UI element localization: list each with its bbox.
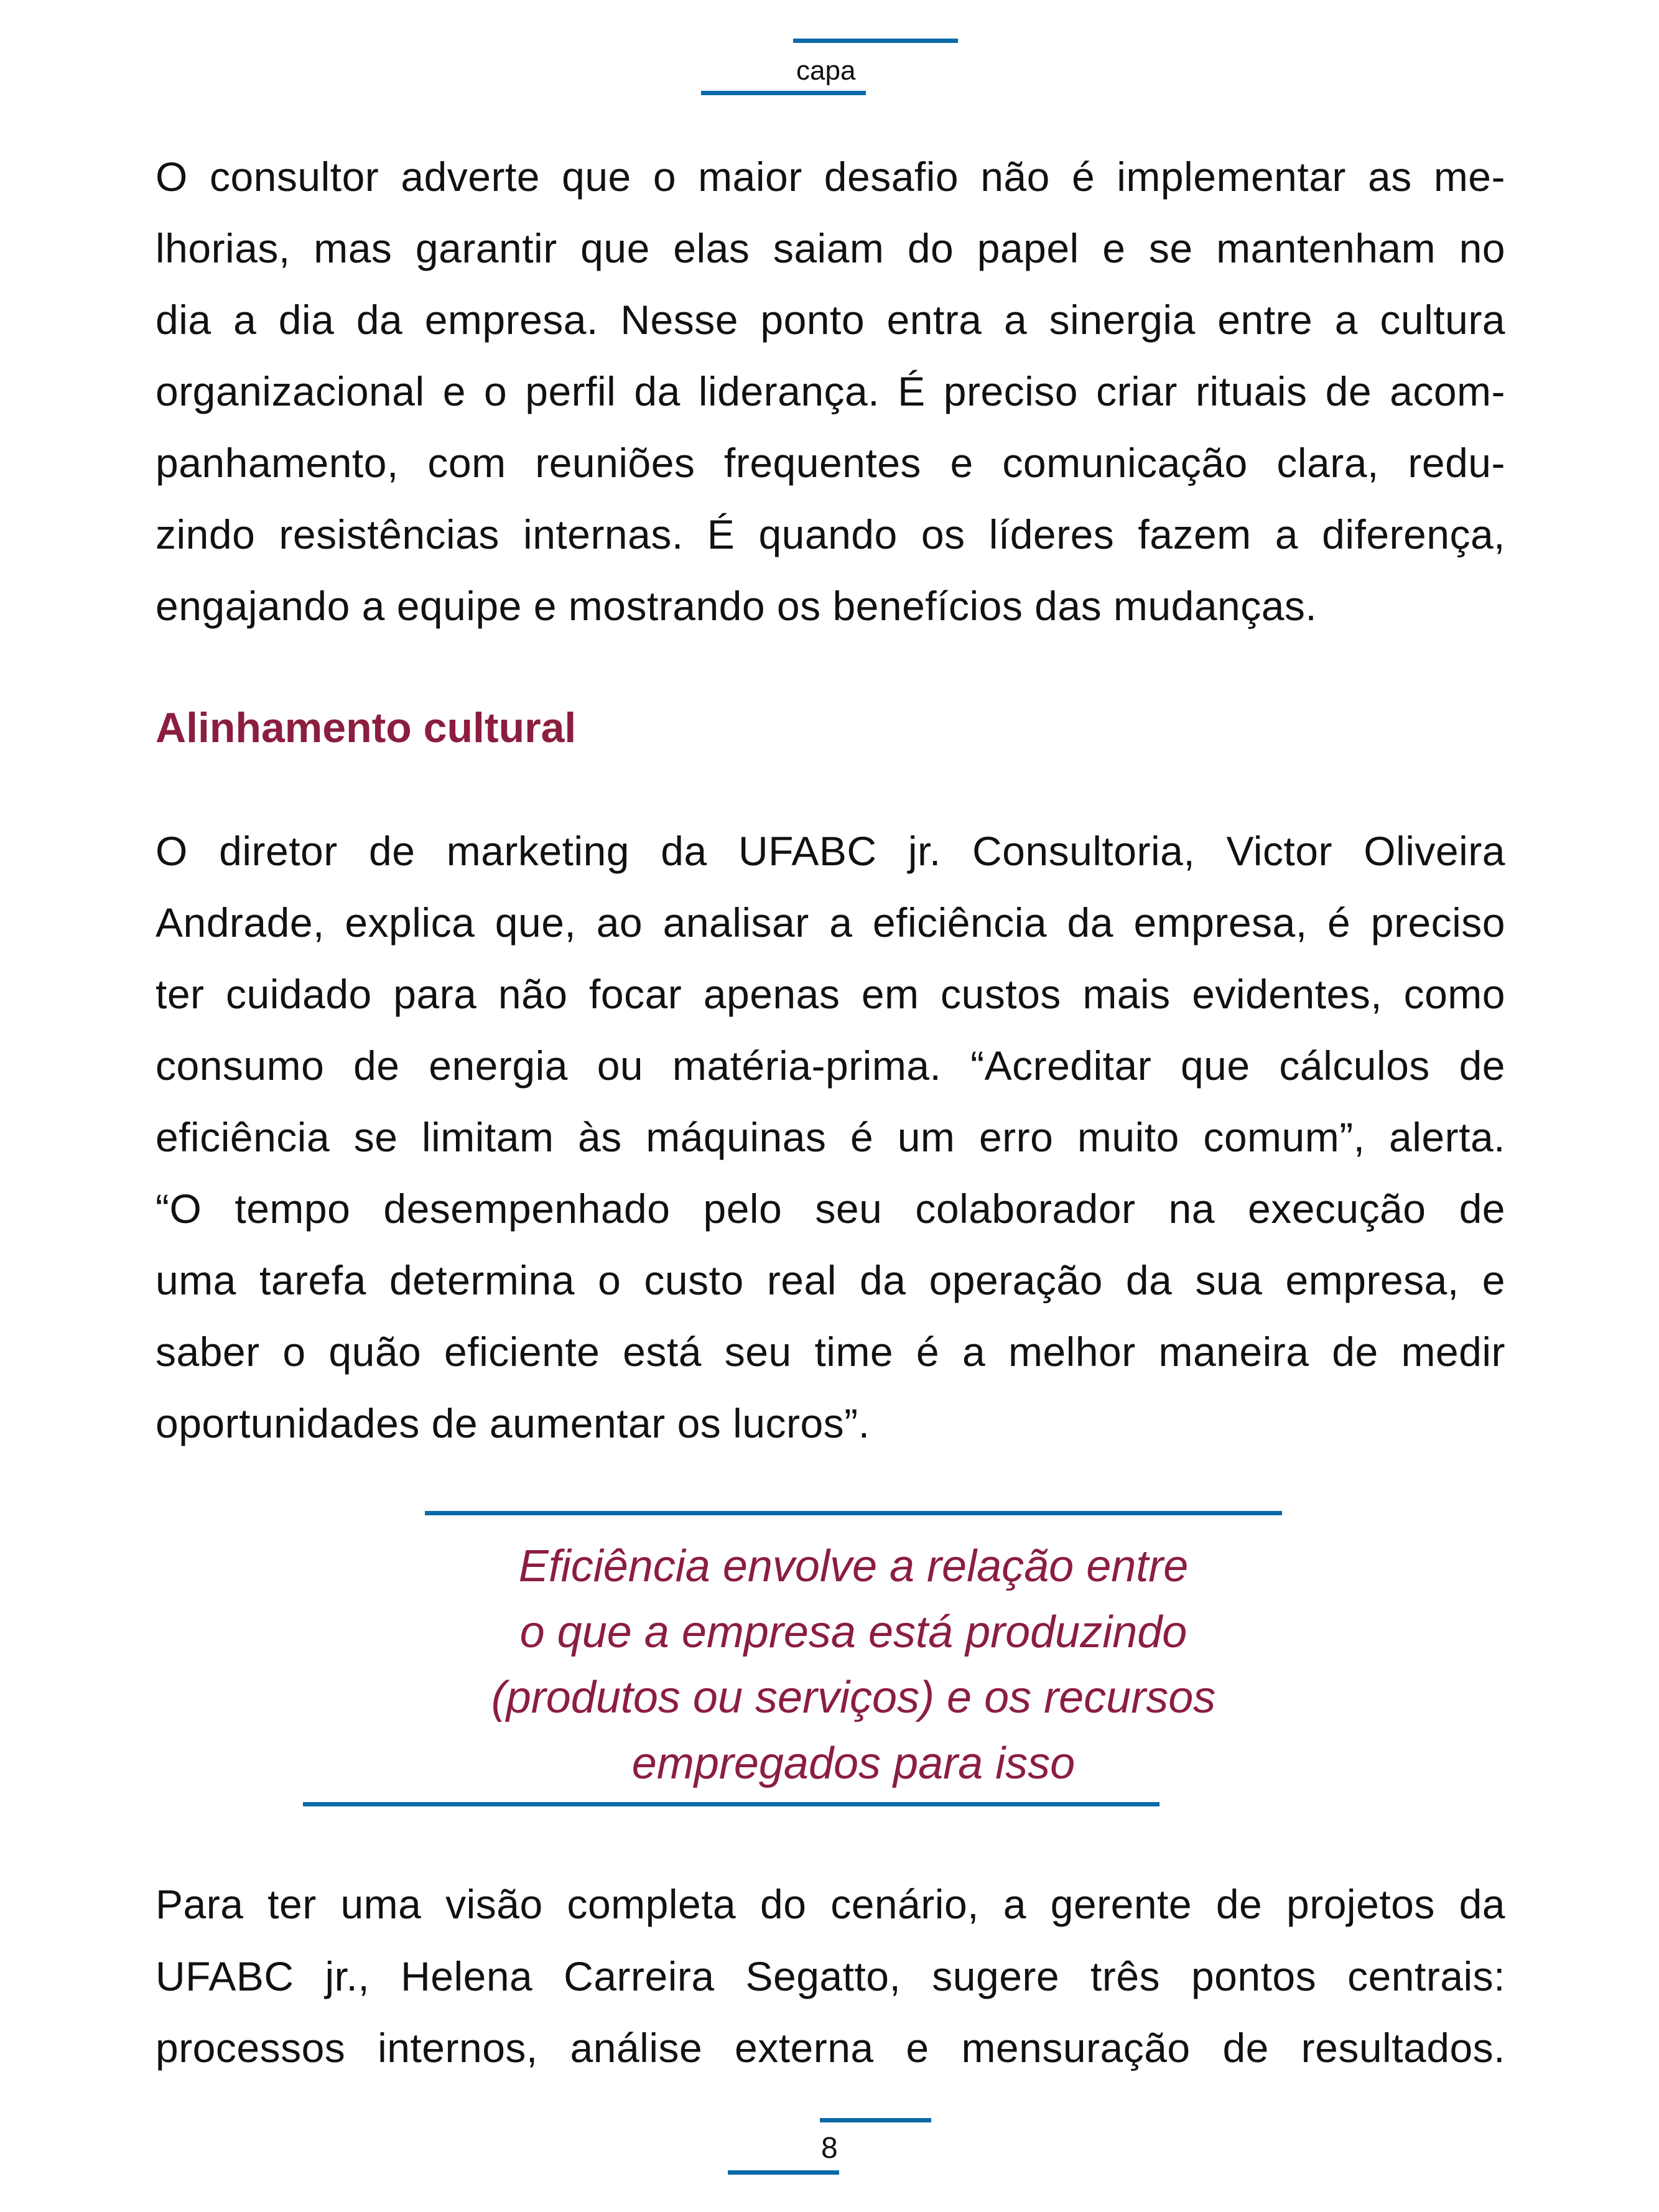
header-rule-top	[793, 39, 958, 43]
text-line: engajando a equipe e mostrando os benefícios das mudanças.	[156, 583, 1317, 629]
text-line: ter cuidado para não focar apenas em custos mais evidentes, como	[156, 971, 1505, 1017]
text-line: Andrade, explica que, ao analisar a eficiência da empresa, é preciso	[156, 899, 1505, 946]
text-line: panhamento, com reuniões frequentes e comunicação clara, redu-	[156, 440, 1505, 486]
text-line: eficiência se limitam às máquinas é um erro muito comum”, alerta.	[156, 1114, 1505, 1160]
pull-quote-line: o que a empresa está produzindo	[519, 1607, 1187, 1657]
pull-quote-rule-bottom	[303, 1802, 1159, 1806]
text-line: consumo de energia ou matéria-prima. “Acreditar que cálculos de	[156, 1043, 1505, 1089]
pull-quote-line: (produtos ou serviços) e os recursos	[491, 1673, 1216, 1722]
text-line: saber o quão eficiente está seu time é a melhor maneira de medir	[156, 1329, 1505, 1375]
pull-quote-line: empregados para isso	[631, 1739, 1076, 1788]
text-line: lhorias, mas garantir que elas saiam do papel e se mantenham no	[156, 225, 1505, 271]
text-line: O consultor adverte que o maior desafio não é implementar as me-	[156, 154, 1505, 200]
text-line: “O tempo desempenhado pelo seu colaborador na execução de	[156, 1186, 1505, 1232]
text-line: Para ter uma visão completa do cenário, a gerente de projetos da	[156, 1881, 1505, 1927]
page-number: 8	[821, 2132, 838, 2165]
section-heading: Alinhamento cultural	[156, 704, 577, 751]
text-line: oportunidades de aumentar os lucros”.	[156, 1400, 870, 1446]
footer-rule-top	[820, 2118, 931, 2122]
text-line: dia a dia da empresa. Nesse ponto entra a sinergia entre a cultura	[156, 297, 1505, 343]
footer-rule-bottom	[728, 2170, 839, 2175]
text-line: O diretor de marketing da UFABC jr. Consultoria, Victor Oliveira	[156, 828, 1505, 874]
text-line: zindo resistências internas. É quando os líderes fazem a diferença,	[156, 511, 1505, 557]
text-line: UFABC jr., Helena Carreira Segatto, sugere três pontos centrais:	[156, 1953, 1505, 1999]
pull-quote-line: Eficiência envolve a relação entre	[518, 1541, 1189, 1591]
text-line: processos internos, análise externa e mensuração de resultados.	[156, 2025, 1505, 2071]
section-label: capa	[796, 55, 856, 86]
text-line: uma tarefa determina o custo real da operação da sua empresa, e	[156, 1257, 1505, 1303]
header-rule-bottom	[701, 91, 866, 95]
pull-quote-rule-top	[425, 1511, 1282, 1515]
text-line: organizacional e o perfil da liderança. É preciso criar rituais de acom-	[156, 368, 1505, 414]
